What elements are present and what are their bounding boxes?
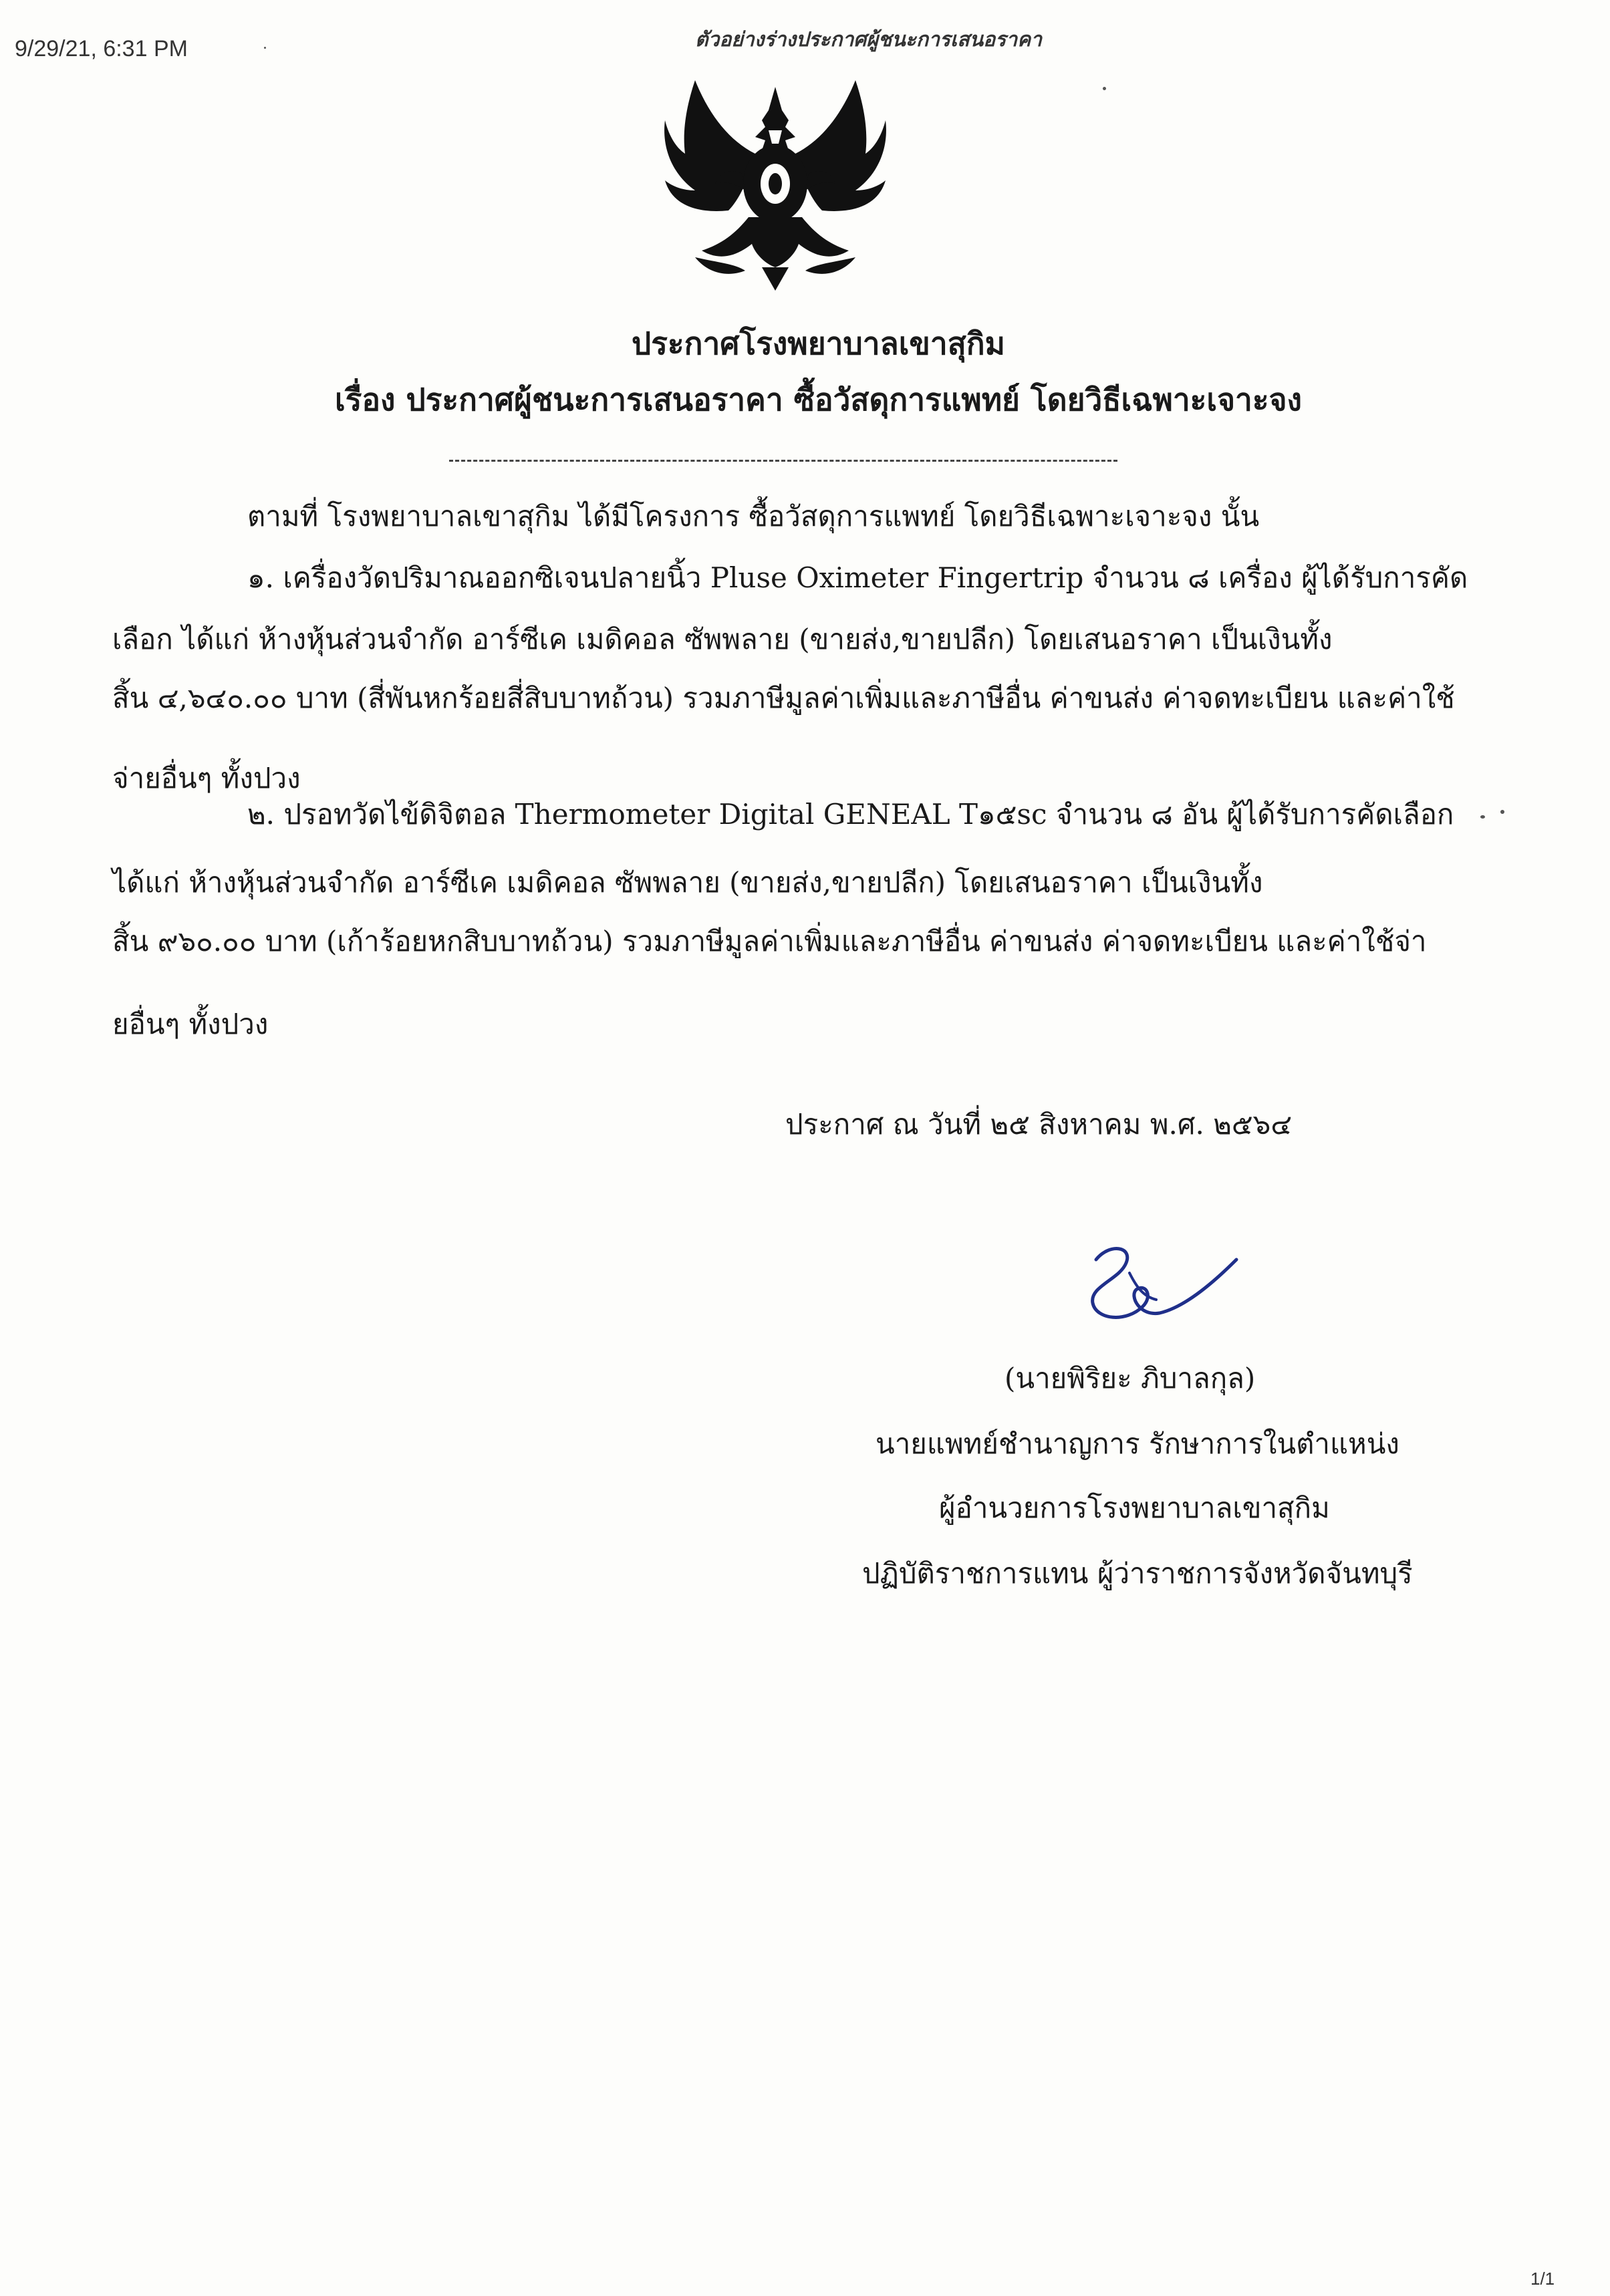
signer-name: (นายพิริยะ ภิบาลกุล) — [1004, 1362, 1256, 1395]
item-2-line-2: ได้แก่ ห้างหุ้นส่วนจำกัด อาร์ซีเค เมดิคอล ซัพพลาย (ขายส่ง,ขายปลีก) โดยเสนอราคา เป็นเงินทั้ง — [112, 866, 1263, 899]
item-2-line-1: ๒. ปรอทวัดไข้ดิจิตอล Thermometer Digital GENEAL T๑๕sc จำนวน ๘ อัน ผู้ได้รับการคัดเลือก — [247, 798, 1454, 831]
signer-position-1: นายแพทย์ชำนาญการ รักษาการในตำแหน่ง — [876, 1427, 1399, 1460]
scan-speck — [1500, 810, 1504, 814]
item-1-line-1: ๑. เครื่องวัดปริมาณออกซิเจนปลายนิ้ว Pluse Oximeter Fingertrip จำนวน ๘ เครื่อง ผู้ได้รับการคัด — [247, 561, 1468, 594]
scan-speck — [264, 47, 266, 49]
scan-speck — [1480, 815, 1485, 819]
print-header-title: ตัวอย่างร่างประกาศผู้ชนะการเสนอราคา — [695, 29, 1042, 51]
document-title: ประกาศโรงพยาบาลเขาสุกิม — [632, 325, 1005, 362]
intro-paragraph: ตามที่ โรงพยาบาลเขาสุกิม ได้มีโครงการ ซื้อวัสดุการแพทย์ โดยวิธีเฉพาะเจาะจง นั้น — [247, 500, 1260, 533]
title-divider — [449, 460, 1117, 462]
item-2-line-4: ยอื่นๆ ทั้งปวง — [112, 1008, 269, 1040]
print-timestamp: 9/29/21, 6:31 PM — [15, 36, 188, 61]
scan-speck — [1103, 87, 1106, 90]
page-count: 1/1 — [1530, 2269, 1555, 2289]
item-2-line-3: สิ้น ๙๖๐.๐๐ บาท (เก้าร้อยหกสิบบาทถ้วน) รวมภาษีมูลค่าเพิ่มและภาษีอื่น ค่าขนส่ง ค่าจดทะเบียน และค่าใช้จ่า — [112, 925, 1427, 958]
garuda-emblem-icon — [655, 74, 896, 294]
item-1-line-4: จ่ายอื่นๆ ทั้งปวง — [112, 762, 301, 795]
document-subject: เรื่อง ประกาศผู้ชนะการเสนอราคา ซื้อวัสดุการแพทย์ โดยวิธีเฉพาะเจาะจง — [334, 382, 1303, 418]
handwritten-signature — [1069, 1233, 1243, 1333]
announcement-date: ประกาศ ณ วันที่ ๒๕ สิงหาคม พ.ศ. ๒๕๖๔ — [785, 1108, 1293, 1141]
item-1-line-2: เลือก ได้แก่ ห้างหุ้นส่วนจำกัด อาร์ซีเค เมดิคอล ซัพพลาย (ขายส่ง,ขายปลีก) โดยเสนอราคา เป็นเงินทั้ง — [112, 623, 1333, 656]
signer-position-2: ผู้อำนวยการโรงพยาบาลเขาสุกิม — [939, 1491, 1330, 1524]
signer-position-3: ปฏิบัติราชการแทน ผู้ว่าราชการจังหวัดจันทบุรี — [862, 1557, 1413, 1590]
item-1-line-3: สิ้น ๔,๖๔๐.๐๐ บาท (สี่พันหกร้อยสี่สิบบาทถ้วน) รวมภาษีมูลค่าเพิ่มและภาษีอื่น ค่าขนส่ง ค่าจดทะเบียน และค่าใช้ — [112, 682, 1455, 714]
